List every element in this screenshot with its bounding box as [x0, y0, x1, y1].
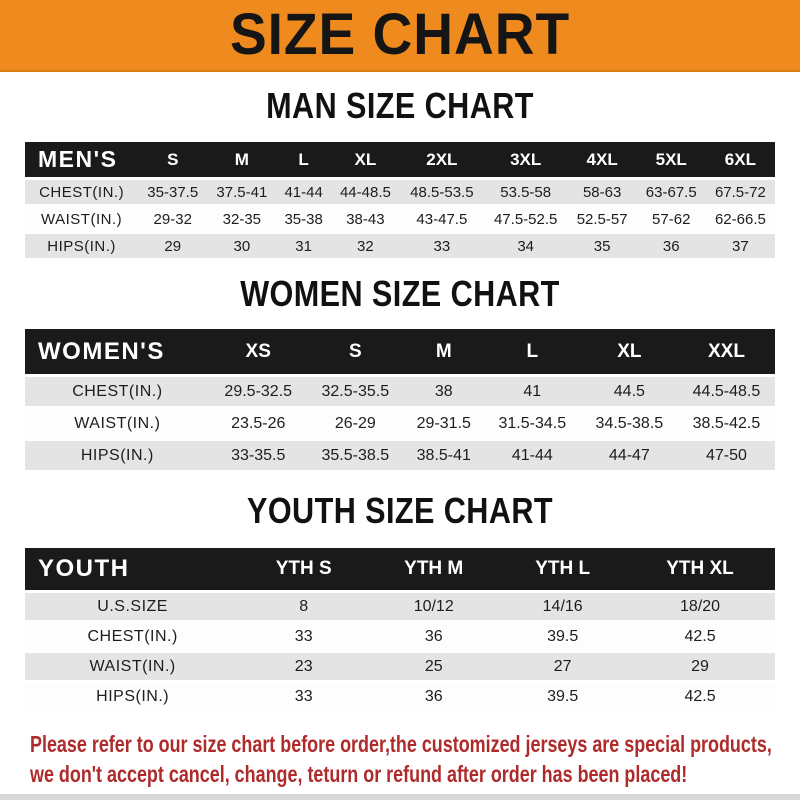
column-header: YTH L [500, 548, 625, 590]
row-label: U.S.SIZE [25, 593, 240, 620]
banner [0, 0, 800, 72]
size-cell: 29-31.5 [404, 409, 484, 438]
size-cell: 48.5-53.5 [400, 180, 484, 204]
size-cell: 33 [400, 234, 484, 258]
size-cell: 44.5-48.5 [678, 377, 775, 406]
column-header: 6XL [706, 142, 775, 177]
size-cell: 29.5-32.5 [210, 377, 307, 406]
bottom-strip [0, 794, 800, 800]
column-header: YTH M [367, 548, 500, 590]
table-row [25, 377, 775, 406]
table-row [25, 234, 775, 258]
size-cell: 35-38 [276, 207, 330, 231]
size-cell: 29 [625, 653, 775, 680]
size-table-women [25, 326, 775, 473]
table-corner-label: MEN'S [25, 142, 138, 177]
row-label: WAIST(IN.) [25, 653, 240, 680]
table-corner-label: WOMEN'S [25, 329, 210, 374]
size-cell: 10/12 [367, 593, 500, 620]
row-label: HIPS(IN.) [25, 234, 138, 258]
size-cell: 67.5-72 [706, 180, 775, 204]
size-table-men [25, 139, 775, 261]
size-cell: 25 [367, 653, 500, 680]
row-label: CHEST(IN.) [25, 180, 138, 204]
size-cell: 35-37.5 [138, 180, 207, 204]
size-cell: 63-67.5 [637, 180, 706, 204]
table-header-row [25, 548, 775, 590]
size-cell: 33-35.5 [210, 441, 307, 470]
size-cell: 38.5-41 [404, 441, 484, 470]
table-row [25, 683, 775, 710]
column-header: M [207, 142, 276, 177]
table-row [25, 593, 775, 620]
size-cell: 30 [207, 234, 276, 258]
column-header: L [276, 142, 330, 177]
size-cell: 62-66.5 [706, 207, 775, 231]
note-line-1: Please refer to our size chart before order,the customized jerseys are special products, [30, 731, 772, 757]
size-cell: 18/20 [625, 593, 775, 620]
section-heading: MAN SIZE CHART [266, 85, 534, 126]
size-cell: 33 [240, 623, 367, 650]
size-cell: 14/16 [500, 593, 625, 620]
size-cell: 36 [637, 234, 706, 258]
size-cell: 58-63 [568, 180, 637, 204]
column-header: XL [331, 142, 400, 177]
size-cell: 36 [367, 683, 500, 710]
size-cell: 38-43 [331, 207, 400, 231]
size-cell: 41 [484, 377, 581, 406]
row-label: HIPS(IN.) [25, 683, 240, 710]
row-label: WAIST(IN.) [25, 409, 210, 438]
size-cell: 57-62 [637, 207, 706, 231]
row-label: CHEST(IN.) [25, 377, 210, 406]
table-row [25, 623, 775, 650]
size-chart-section-women [0, 273, 800, 473]
size-cell: 27 [500, 653, 625, 680]
column-header: S [307, 329, 404, 374]
size-cell: 29-32 [138, 207, 207, 231]
size-cell: 43-47.5 [400, 207, 484, 231]
size-cell: 31 [276, 234, 330, 258]
note-line-2: we don't accept cancel, change, teturn or refund after order has been placed! [30, 761, 688, 787]
table-row [25, 441, 775, 470]
size-cell: 36 [367, 623, 500, 650]
size-cell: 52.5-57 [568, 207, 637, 231]
size-cell: 35.5-38.5 [307, 441, 404, 470]
size-table-youth [25, 545, 775, 713]
size-cell: 35 [568, 234, 637, 258]
size-cell: 47-50 [678, 441, 775, 470]
table-row [25, 653, 775, 680]
page-title: SIZE CHART [229, 2, 571, 67]
size-cell: 44-48.5 [331, 180, 400, 204]
column-header: YTH XL [625, 548, 775, 590]
column-header: XXL [678, 329, 775, 374]
row-label: WAIST(IN.) [25, 207, 138, 231]
size-cell: 32.5-35.5 [307, 377, 404, 406]
size-cell: 31.5-34.5 [484, 409, 581, 438]
size-cell: 47.5-52.5 [484, 207, 568, 231]
size-cell: 26-29 [307, 409, 404, 438]
table-row [25, 207, 775, 231]
table-row [25, 180, 775, 204]
section-heading: YOUTH SIZE CHART [246, 490, 553, 531]
column-header: 3XL [484, 142, 568, 177]
size-cell: 39.5 [500, 623, 625, 650]
size-cell: 34 [484, 234, 568, 258]
size-cell: 8 [240, 593, 367, 620]
size-cell: 42.5 [625, 683, 775, 710]
table-header-row [25, 329, 775, 374]
column-header: M [404, 329, 484, 374]
size-cell: 37 [706, 234, 775, 258]
table-corner-label: YOUTH [25, 548, 240, 590]
size-cell: 44-47 [581, 441, 678, 470]
size-cell: 32 [331, 234, 400, 258]
table-header-row [25, 142, 775, 177]
size-chart-section-youth [0, 490, 800, 713]
size-cell: 23 [240, 653, 367, 680]
size-cell: 41-44 [484, 441, 581, 470]
size-cell: 38.5-42.5 [678, 409, 775, 438]
size-cell: 34.5-38.5 [581, 409, 678, 438]
size-cell: 32-35 [207, 207, 276, 231]
size-cell: 33 [240, 683, 367, 710]
sections-container [0, 85, 800, 713]
column-header: 4XL [568, 142, 637, 177]
size-cell: 42.5 [625, 623, 775, 650]
row-label: CHEST(IN.) [25, 623, 240, 650]
size-cell: 38 [404, 377, 484, 406]
size-cell: 23.5-26 [210, 409, 307, 438]
column-header: YTH S [240, 548, 367, 590]
column-header: XL [581, 329, 678, 374]
size-cell: 53.5-58 [484, 180, 568, 204]
column-header: S [138, 142, 207, 177]
table-row [25, 409, 775, 438]
size-cell: 44.5 [581, 377, 678, 406]
size-chart-section-men [0, 85, 800, 261]
column-header: 5XL [637, 142, 706, 177]
size-cell: 37.5-41 [207, 180, 276, 204]
size-cell: 41-44 [276, 180, 330, 204]
column-header: XS [210, 329, 307, 374]
section-heading: WOMEN SIZE CHART [240, 273, 560, 314]
column-header: L [484, 329, 581, 374]
size-cell: 39.5 [500, 683, 625, 710]
row-label: HIPS(IN.) [25, 441, 210, 470]
column-header: 2XL [400, 142, 484, 177]
footer-note [30, 729, 800, 789]
size-cell: 29 [138, 234, 207, 258]
